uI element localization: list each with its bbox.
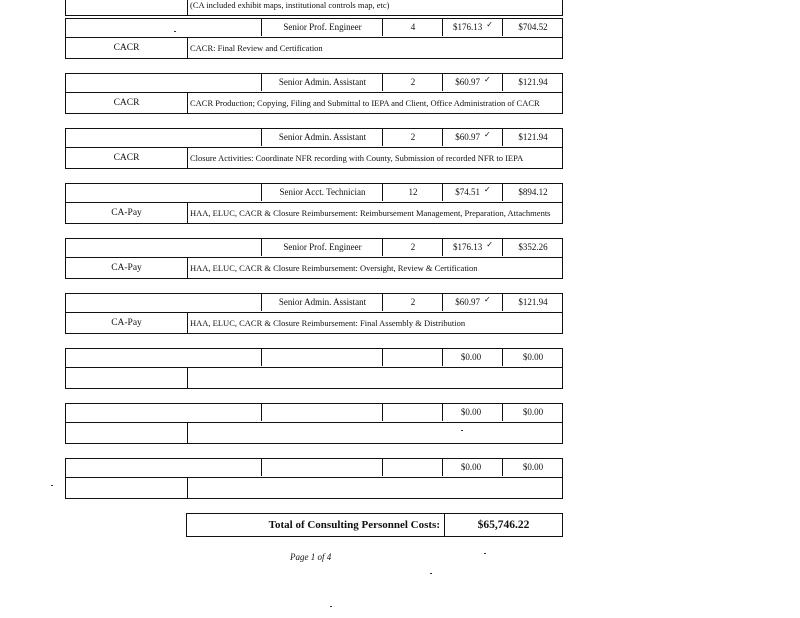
rate-value: $0.00 xyxy=(460,407,482,417)
check-mark-icon: ✓ xyxy=(486,240,493,249)
description-cell: HAA, ELUC, CACR & Closure Reimbursement: Reimbursement Management, Preparation, Attachments xyxy=(187,203,562,223)
task-cell xyxy=(66,478,187,498)
description-row xyxy=(65,312,563,334)
blank-cell xyxy=(66,294,261,311)
cost-row xyxy=(65,458,563,477)
personnel-title xyxy=(261,404,383,421)
rate-value: $0.00 xyxy=(460,352,482,362)
task-cell xyxy=(66,423,187,443)
line-total-cell: $121.94 xyxy=(502,294,563,311)
rate-value: $176.13 xyxy=(453,22,483,32)
scan-speck xyxy=(484,553,486,554)
rate-cell xyxy=(442,349,503,366)
description-cell: HAA, ELUC, CACR & Closure Reimbursement: Final Assembly & Distribution xyxy=(187,313,562,333)
description-cell: CACR Production; Copying, Filing and Submittal to IEPA and Client, Office Administration of CACR xyxy=(187,93,562,113)
task-cell: CA-Pay xyxy=(111,208,142,218)
cost-row xyxy=(65,348,563,367)
partial-top-row xyxy=(65,0,563,16)
hours-cell: 2 xyxy=(382,239,443,256)
rate-cell xyxy=(442,74,503,91)
rate-cell xyxy=(442,239,503,256)
blank-cell xyxy=(66,74,261,91)
personnel-entry xyxy=(65,238,563,279)
rate-cell xyxy=(442,404,503,421)
description-cell xyxy=(187,478,562,498)
scan-speck xyxy=(461,430,463,431)
line-total-cell: $704.52 xyxy=(502,19,563,36)
personnel-title xyxy=(261,349,383,366)
task-cell: CACR xyxy=(113,43,140,53)
blank-cell xyxy=(66,129,261,146)
personnel-entry xyxy=(65,458,563,499)
line-total-cell: $121.94 xyxy=(502,129,563,146)
personnel-entry xyxy=(65,183,563,224)
personnel-title: Senior Acct. Technician xyxy=(261,184,383,201)
blank-cell xyxy=(66,19,261,36)
rate-cell xyxy=(442,459,503,476)
blank-cell xyxy=(66,404,261,421)
scan-speck xyxy=(430,573,432,574)
check-mark-icon: ✓ xyxy=(484,130,491,139)
cost-row xyxy=(65,73,563,92)
personnel-title: Senior Admin. Assistant xyxy=(261,74,383,91)
rate-value: $60.97 xyxy=(455,77,481,87)
line-total-cell: $0.00 xyxy=(502,404,563,421)
scan-speck xyxy=(51,485,53,486)
description-row xyxy=(65,257,563,279)
description-row xyxy=(65,37,563,59)
rate-cell xyxy=(442,294,503,311)
hours-cell: 2 xyxy=(382,129,443,146)
rate-cell xyxy=(442,129,503,146)
task-cell xyxy=(66,368,187,388)
task-cell: CA-Pay xyxy=(111,318,142,328)
line-total-cell: $894.12 xyxy=(502,184,563,201)
description-row xyxy=(65,422,563,444)
personnel-title: Senior Prof. Engineer xyxy=(261,239,383,256)
check-mark-icon: ✓ xyxy=(484,75,491,84)
total-label: Total of Consulting Personnel Costs: xyxy=(268,519,440,531)
personnel-title: Senior Admin. Assistant xyxy=(261,294,383,311)
personnel-entry xyxy=(65,18,563,59)
check-mark-icon: ✓ xyxy=(484,185,491,194)
hours-cell: 12 xyxy=(382,184,443,201)
personnel-title: Senior Admin. Assistant xyxy=(261,129,383,146)
task-cell: CA-Pay xyxy=(111,263,142,273)
rate-value: $74.51 xyxy=(455,187,481,197)
description-cell xyxy=(187,423,562,443)
task-cell xyxy=(66,0,187,15)
line-total-cell: $0.00 xyxy=(502,459,563,476)
rate-value: $176.13 xyxy=(453,242,483,252)
cost-row xyxy=(65,403,563,422)
cost-row xyxy=(65,18,563,37)
line-total-cell: $121.94 xyxy=(502,74,563,91)
description-cell: HAA, ELUC, CACR & Closure Reimbursement: Oversight, Review & Certification xyxy=(187,258,562,278)
personnel-title xyxy=(261,459,383,476)
cost-row xyxy=(65,128,563,147)
description-row xyxy=(65,477,563,499)
description-cell: CACR: Final Review and Certification xyxy=(187,38,562,58)
partial-description-row xyxy=(65,0,563,16)
rate-value: $60.97 xyxy=(455,297,481,307)
description-cell xyxy=(187,368,562,388)
scan-speck xyxy=(330,606,332,607)
total-row xyxy=(186,513,563,537)
task-cell: CACR xyxy=(113,153,140,163)
hours-cell: 2 xyxy=(382,74,443,91)
blank-cell xyxy=(66,349,261,366)
rate-cell xyxy=(442,184,503,201)
description-row xyxy=(65,202,563,224)
total-value: $65,746.22 xyxy=(444,514,562,536)
check-mark-icon: ✓ xyxy=(484,295,491,304)
hours-cell xyxy=(382,349,443,366)
personnel-entry xyxy=(65,348,563,389)
hours-cell xyxy=(382,404,443,421)
personnel-entry xyxy=(65,293,563,334)
cost-row xyxy=(65,183,563,202)
blank-cell xyxy=(66,459,261,476)
hours-cell xyxy=(382,459,443,476)
description-cell: Closure Activities: Coordinate NFR recording with County, Submission of recorded NFR to IEPA xyxy=(187,148,562,168)
cost-row xyxy=(65,238,563,257)
rate-value: $0.00 xyxy=(460,462,482,472)
scan-speck xyxy=(174,31,176,32)
check-mark-icon: ✓ xyxy=(486,20,493,29)
hours-cell: 4 xyxy=(382,19,443,36)
cost-row xyxy=(65,293,563,312)
description-row xyxy=(65,367,563,389)
task-cell: CACR xyxy=(113,98,140,108)
personnel-entry xyxy=(65,128,563,169)
rate-value: $60.97 xyxy=(455,132,481,142)
description-cell: (CA included exhibit maps, institutional controls map, etc) xyxy=(187,0,562,15)
rate-cell xyxy=(442,19,503,36)
blank-cell xyxy=(66,239,261,256)
hours-cell: 2 xyxy=(382,294,443,311)
personnel-title: Senior Prof. Engineer xyxy=(261,19,383,36)
personnel-entry xyxy=(65,403,563,444)
description-row xyxy=(65,147,563,169)
line-total-cell: $352.26 xyxy=(502,239,563,256)
blank-cell xyxy=(66,184,261,201)
page-number: Page 1 of 4 xyxy=(290,552,332,562)
description-row xyxy=(65,92,563,114)
line-total-cell: $0.00 xyxy=(502,349,563,366)
personnel-entry xyxy=(65,73,563,114)
